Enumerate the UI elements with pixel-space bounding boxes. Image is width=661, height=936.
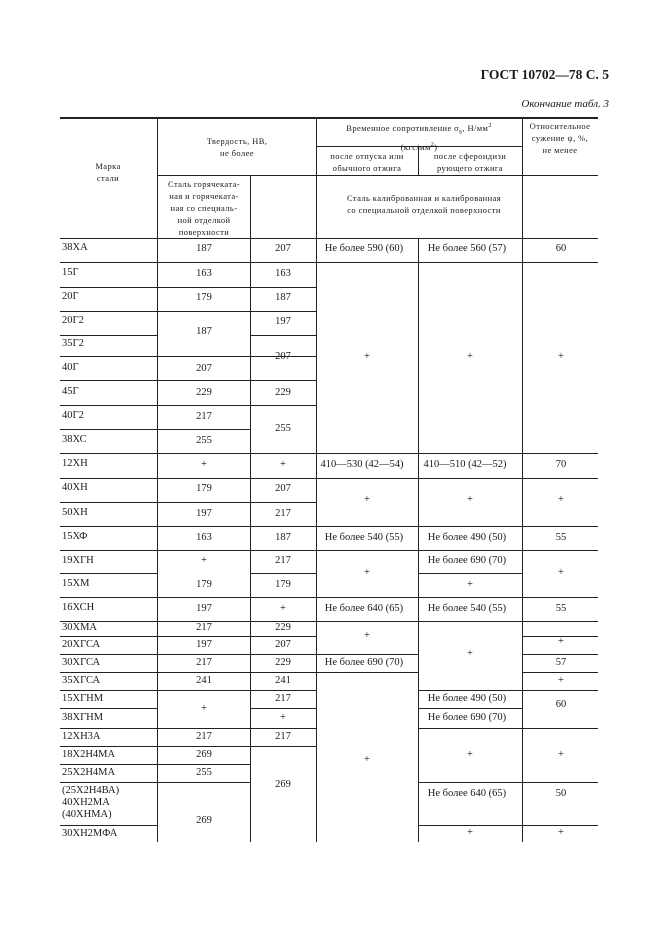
grade-cell: 30ХМА (62, 622, 98, 633)
page-header: ГОСТ 10702—78 С. 5 (480, 67, 609, 82)
hot-hardness-cell: 269 (196, 814, 212, 826)
grade-cell: 38ХГНМ (62, 712, 104, 723)
grade-cell: 35ХГСА (62, 675, 101, 686)
table-caption: Окончание табл. 3 (521, 98, 609, 110)
spher-cell: + (467, 748, 473, 760)
grade-cell: 12ХН (62, 458, 88, 469)
cal-hardness-cell: 217 (275, 692, 291, 704)
grade-cell: (40ХНМА) (62, 809, 112, 820)
temper-cell: Не более 690 (70) (324, 656, 404, 668)
reduction-cell: 55 (555, 531, 567, 543)
cal-hardness-cell: 163 (275, 267, 291, 279)
hot-hardness-cell: 255 (196, 434, 212, 446)
strength-header: Временное сопротивление $\sigma_в$, $Н/мм^2$ $(кгс/мм^2)$ (346, 122, 492, 152)
hot-hardness-cell: + (201, 458, 207, 470)
grade-cell: 20Г2 (62, 315, 84, 326)
grade-cell: 40ХН (62, 482, 88, 493)
grade-cell: 15Г (62, 267, 79, 278)
grade-cell: 25Х2Н4МА (62, 767, 116, 778)
hot-hardness-cell: 217 (196, 621, 212, 633)
reduction-cell: 57 (555, 656, 567, 668)
reduction-cell: 55 (555, 602, 567, 614)
cal-hardness-cell: + (280, 602, 286, 614)
grade-cell: 15ХГНМ (62, 693, 104, 704)
reduction-cell: + (558, 566, 564, 578)
temper-cell: + (364, 566, 370, 578)
hot-hardness-cell: 163 (196, 267, 212, 279)
cal-hardness-cell: + (280, 458, 286, 470)
grade-cell: 15ХФ (62, 531, 88, 542)
hot-hardness-cell: 197 (196, 602, 212, 614)
hot-hardness-cell: 217 (196, 656, 212, 668)
spher-cell: Не более 560 (57) (427, 242, 507, 254)
hot-hardness-cell: 217 (196, 410, 212, 422)
grade-cell: 40Г (62, 362, 79, 373)
temper-cell: + (364, 350, 370, 362)
hot-hardness-cell: 163 (196, 531, 212, 543)
hot-hardness-cell: 179 (196, 482, 212, 494)
temper-cell: + (364, 629, 370, 641)
grade-cell: 35Г2 (62, 338, 84, 349)
spher-cell: + (467, 647, 473, 659)
calibrated-header: Сталь калиброванная и калиброванная со специальной отделкой поверхности (346, 193, 502, 215)
reduction-cell: 70 (555, 458, 567, 470)
after-temper-header: после отпуска или обычного отжига (330, 151, 404, 173)
grade-cell: 20ХГСА (62, 639, 101, 650)
hardness-header: Твердость, НВ, не более (206, 136, 268, 158)
temper-cell: Не более 540 (55) (324, 531, 404, 543)
grade-cell: 38ХА (62, 242, 88, 253)
cal-hardness-cell: 207 (275, 638, 291, 650)
cal-hardness-cell: + (280, 711, 286, 723)
cal-hardness-cell: 207 (275, 242, 291, 254)
grade-cell: 30ХГСА (62, 657, 101, 668)
spher-cell: Не более 540 (55) (427, 602, 507, 614)
temper-cell: + (364, 493, 370, 505)
after-spher-header: после сфероидизи рующего отжига (433, 151, 507, 173)
reduction-cell: 50 (555, 787, 567, 799)
cal-hardness-cell: 229 (275, 656, 291, 668)
hot-hardness-cell: 179 (196, 578, 212, 590)
temper-cell: Не более 590 (60) (324, 242, 404, 254)
spher-cell: Не более 690 (70) (427, 554, 507, 566)
spher-cell: + (467, 350, 473, 362)
spher-cell: + (467, 578, 473, 590)
grade-cell: 40ХН2МА (62, 797, 110, 808)
hot-hardness-cell: + (201, 702, 207, 714)
spher-cell: Не более 640 (65) (427, 787, 507, 799)
spher-cell: + (467, 826, 473, 838)
cal-hardness-cell: 255 (275, 422, 291, 434)
grade-cell: 12ХН3А (62, 731, 101, 742)
cal-hardness-cell: 187 (275, 291, 291, 303)
cal-hardness-cell: 269 (275, 778, 291, 790)
hot-hardness-cell: 197 (196, 507, 212, 519)
hot-hardness-cell: 197 (196, 638, 212, 650)
hot-hardness-cell: 187 (196, 325, 212, 337)
hot-hardness-cell: 207 (196, 362, 212, 374)
cal-hardness-cell: 179 (275, 578, 291, 590)
spher-cell: Не более 490 (50) (427, 531, 507, 543)
cal-hardness-cell: 229 (275, 621, 291, 633)
hot-rolled-header: Сталь горячеката- ная и горячеката- ная со специаль- ной отделкой поверхности (168, 179, 240, 237)
grade-header: Марка стали (95, 161, 121, 183)
hot-hardness-cell: + (201, 554, 207, 566)
cal-hardness-cell: 207 (275, 482, 291, 494)
temper-cell: Не более 640 (65) (324, 602, 404, 614)
hot-hardness-cell: 255 (196, 766, 212, 778)
spher-cell: Не более 490 (50) (427, 692, 507, 704)
cal-hardness-cell: 187 (275, 531, 291, 543)
reduction-cell: + (558, 674, 564, 686)
cal-hardness-cell: 207 (275, 350, 291, 362)
hot-hardness-cell: 187 (196, 242, 212, 254)
grade-cell: 45Г (62, 386, 79, 397)
reduction-cell: + (558, 748, 564, 760)
reduction-cell: + (558, 635, 564, 647)
hot-hardness-cell: 229 (196, 386, 212, 398)
reduction-cell: + (558, 826, 564, 838)
grade-cell: 16ХСН (62, 602, 95, 613)
spher-cell: + (467, 493, 473, 505)
reduction-cell: + (558, 493, 564, 505)
cal-hardness-cell: 217 (275, 507, 291, 519)
temper-cell: + (364, 753, 370, 765)
cal-hardness-cell: 217 (275, 730, 291, 742)
reduction-header: Относительное сужение ψ, %, не менее (529, 121, 591, 155)
grade-cell: 38ХС (62, 434, 87, 445)
hot-hardness-cell: 179 (196, 291, 212, 303)
reduction-cell: 60 (555, 698, 567, 710)
grade-cell: 18Х2Н4МА (62, 749, 116, 760)
cal-hardness-cell: 229 (275, 386, 291, 398)
grade-cell: 19ХГН (62, 555, 94, 566)
hot-hardness-cell: 269 (196, 748, 212, 760)
grade-cell: 40Г2 (62, 410, 84, 421)
grade-cell: 30ХН2МФА (62, 828, 118, 839)
spher-cell: Не более 690 (70) (427, 711, 507, 723)
hot-hardness-cell: 217 (196, 730, 212, 742)
reduction-cell: + (558, 350, 564, 362)
cal-hardness-cell: 217 (275, 554, 291, 566)
grade-cell: 50ХН (62, 507, 88, 518)
cal-hardness-cell: 241 (275, 674, 291, 686)
grade-cell: 20Г (62, 291, 79, 302)
spher-cell: 410—510 (42—52) (423, 458, 507, 470)
reduction-cell: 60 (555, 242, 567, 254)
cal-hardness-cell: 197 (275, 315, 291, 327)
grade-cell: 15ХМ (62, 578, 90, 589)
temper-cell: 410—530 (42—54) (320, 458, 404, 470)
hot-hardness-cell: 241 (196, 674, 212, 686)
grade-cell: (25Х2Н4ВА) (62, 785, 120, 796)
